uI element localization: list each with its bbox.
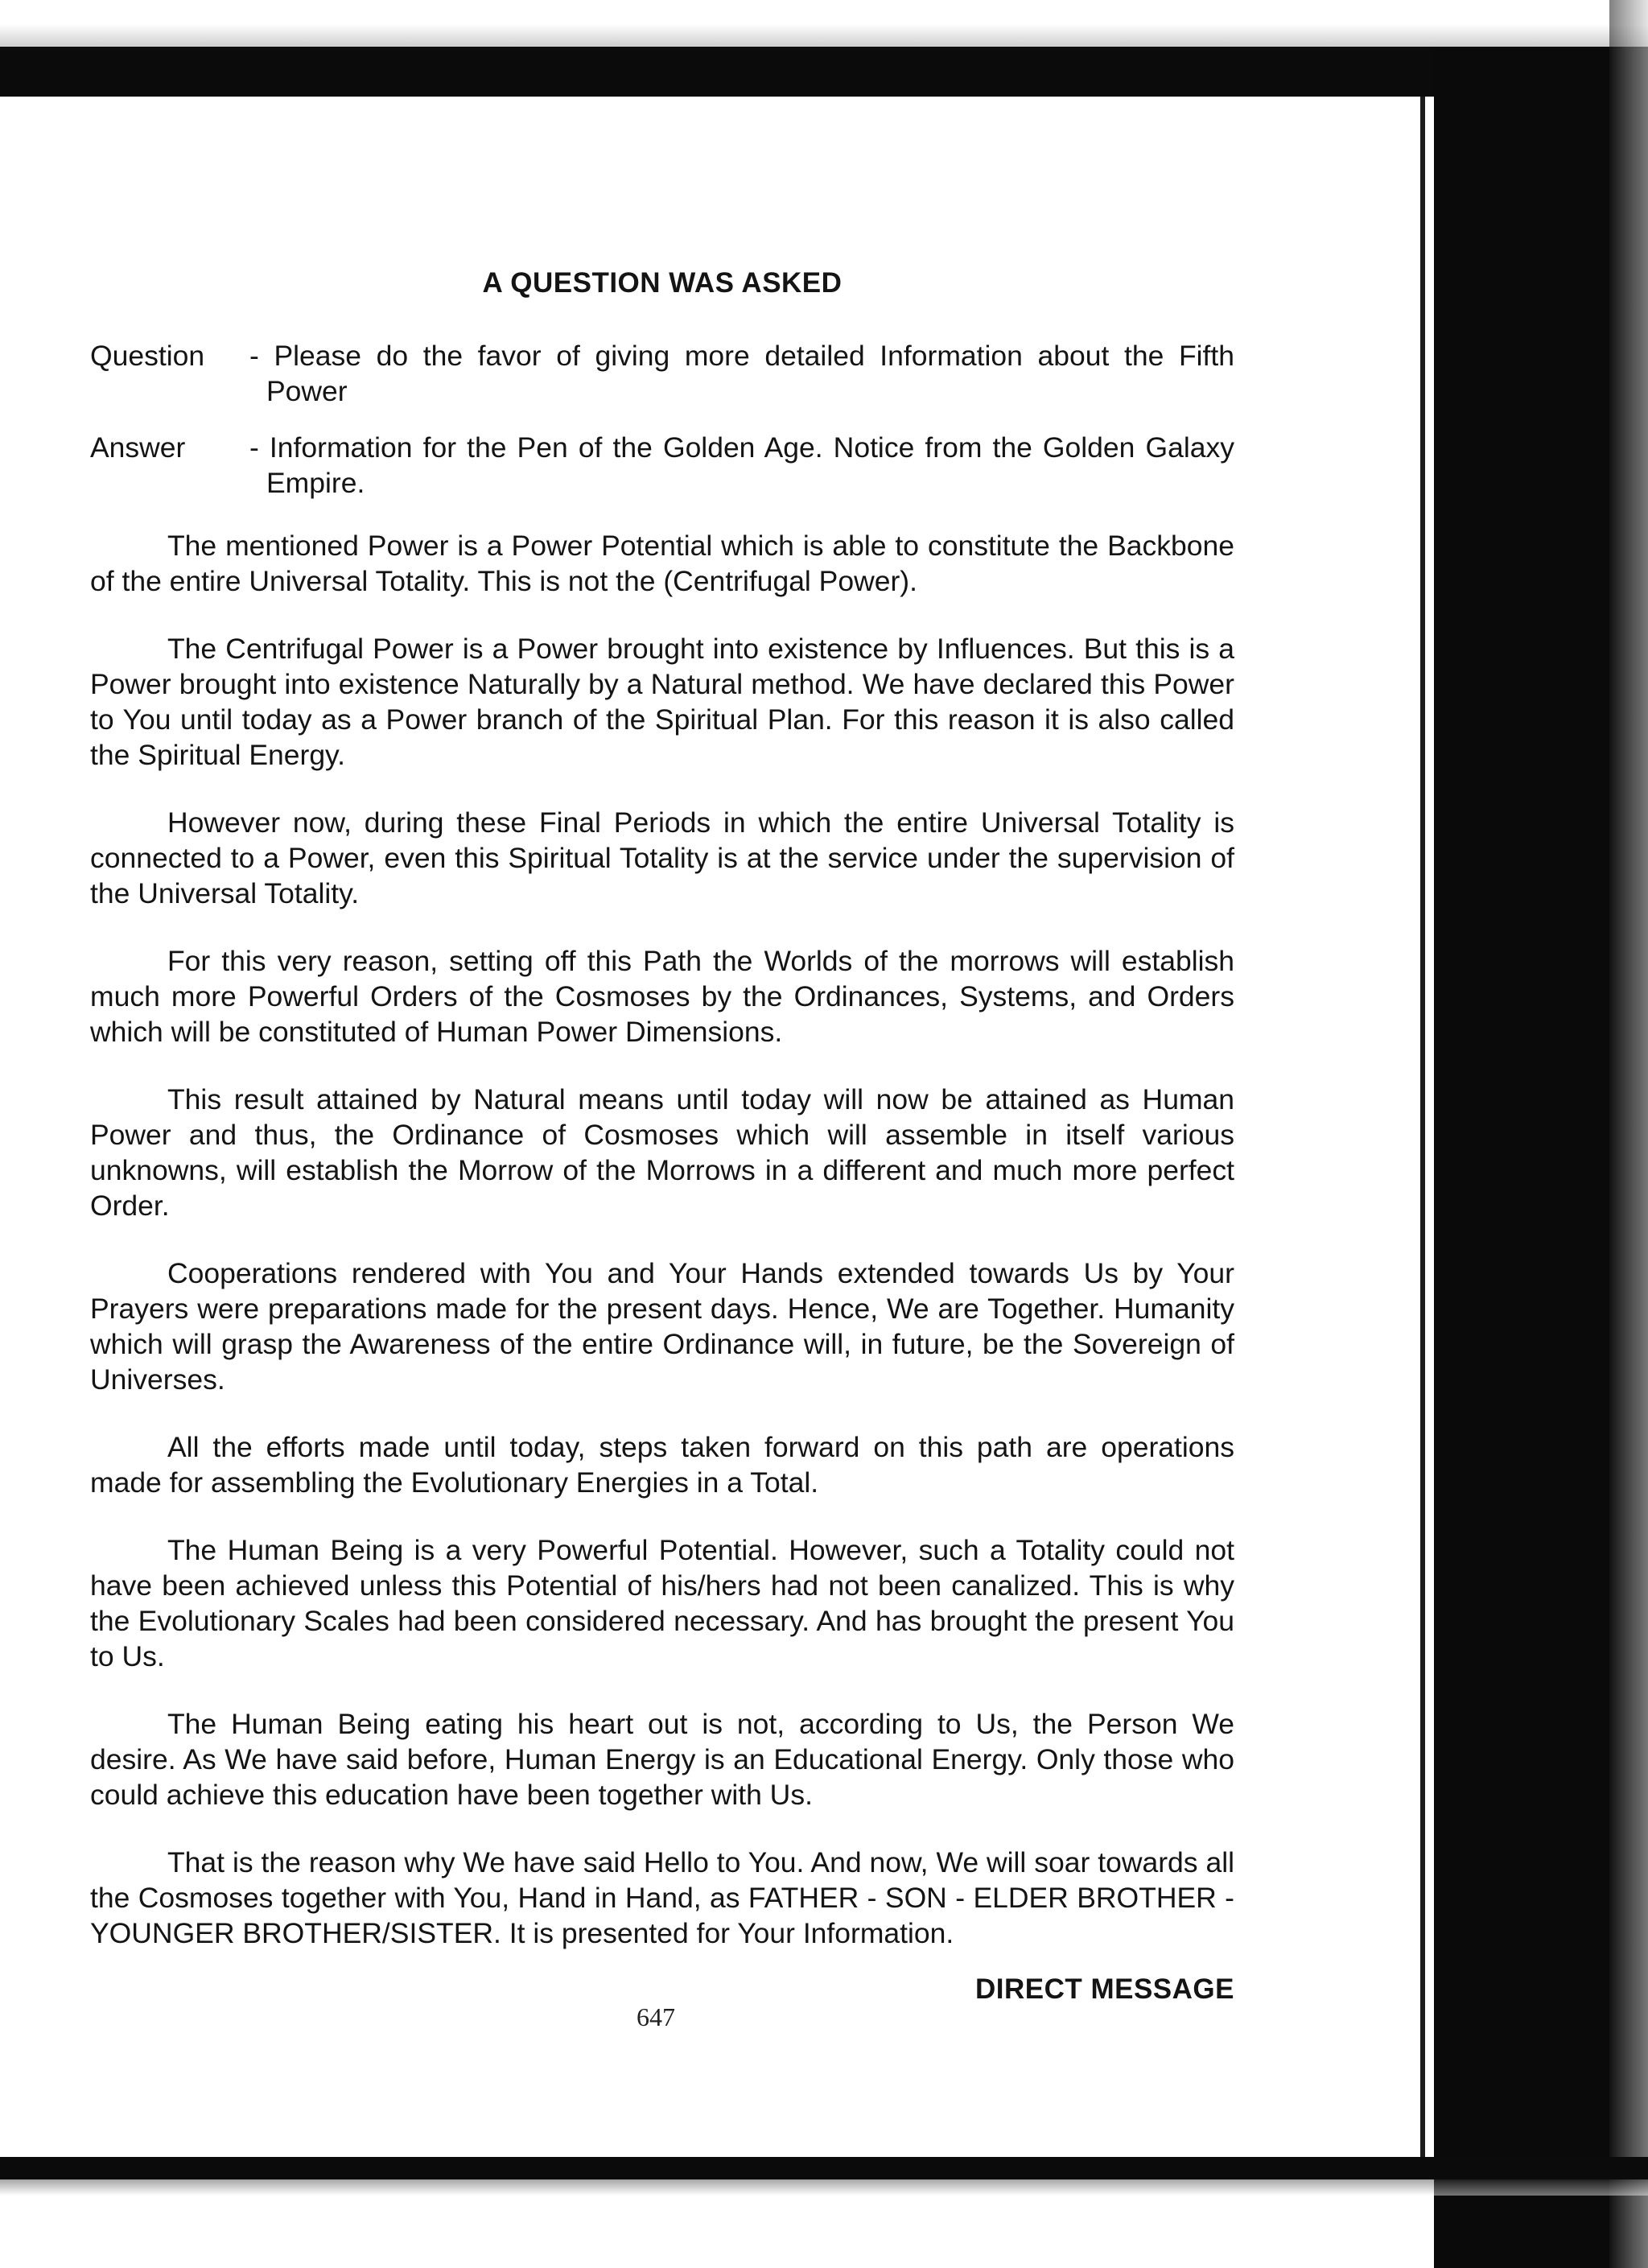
paragraph: That is the reason why We have said Hello to You. And now, We will soar towards all the Cosmoses together with You, Hand in Hand, as FATHER - SON - ELDER BROTHER - YOUNGER BROTHER/SISTER. It is presented for Your Information.: [90, 1846, 1234, 1949]
question-text: - Please do the favor of giving more detailed Information about the Fifth Power: [249, 340, 1234, 407]
paragraph: For this very reason, setting off this Path the Worlds of the morrows will establish much more Powerful Orders of the Cosmoses by the Ordinances, Systems, and Orders which will be constituted of Human Power Dimensions.: [90, 945, 1234, 1048]
answer-text: - Information for the Pen of the Golden Age. Notice from the Golden Galaxy Empire.: [249, 431, 1234, 499]
paragraph: Cooperations rendered with You and Your Hands extended towards Us by Your Prayers were preparations made for the present days. Hence, We are Together. Humanity which will grasp the Awareness of the entire Ordinance will, in future, be the Sovereign of Universes.: [90, 1257, 1234, 1396]
scan-right-edge: [1609, 0, 1648, 2268]
page-number: 647: [637, 2002, 675, 2031]
answer-label: Answer: [90, 431, 186, 464]
question-label: Question: [90, 340, 205, 372]
qa-answer: [90, 430, 1234, 501]
paragraph: The mentioned Power is a Power Potential which is able to constitute the Backbone of the entire Universal Totality. This is not the (Centrifugal Power).: [90, 530, 1234, 597]
signature: DIRECT MESSAGE: [974, 1973, 1234, 2005]
scan-bottom-shadow: [0, 2179, 1648, 2196]
paragraph: The Human Being eating his heart out is not, according to Us, the Person We desire. As We have said before, Human Energy is an Educational Energy. Only those who could achieve this education have been together with Us.: [90, 1708, 1234, 1811]
paragraph: The Centrifugal Power is a Power brought into existence by Influences. But this is a Power brought into existence Naturally by a Natural method. We have declared this Power to You until today as a Power branch of the Spiritual Plan. For this reason it is also called the Spiritual Energy.: [90, 633, 1234, 771]
paragraph: However now, during these Final Periods in which the entire Universal Totality is connected to a Power, even this Spiritual Totality is at the service under the supervision of the Universal Totality.: [90, 806, 1234, 909]
scan-bottom-border: [0, 2157, 1648, 2179]
paragraph: This result attained by Natural means until today will now be attained as Human Power and thus, the Ordinance of Cosmoses which will assemble in itself various unknowns, will establish the Morrow of the Morrows in a different and much more perfect Order.: [90, 1083, 1234, 1222]
page-right-edge: [1420, 97, 1425, 2157]
page-content: [90, 266, 1234, 2007]
paragraph: All the efforts made until today, steps taken forward on this path are operations made for assembling the Evolutionary Energies in a Total.: [90, 1431, 1234, 1499]
scan-top-fade: [0, 24, 1648, 48]
page-title: A QUESTION WAS ASKED: [482, 267, 843, 299]
paragraph: The Human Being is a very Powerful Potential. However, such a Totality could not have been achieved unless this Potential of his/hers had not been canalized. This is why the Evolutionary Scales had been considered necessary. And has brought the present You to Us.: [90, 1534, 1234, 1672]
qa-question: [90, 338, 1234, 409]
scan-top-border: [0, 47, 1648, 97]
